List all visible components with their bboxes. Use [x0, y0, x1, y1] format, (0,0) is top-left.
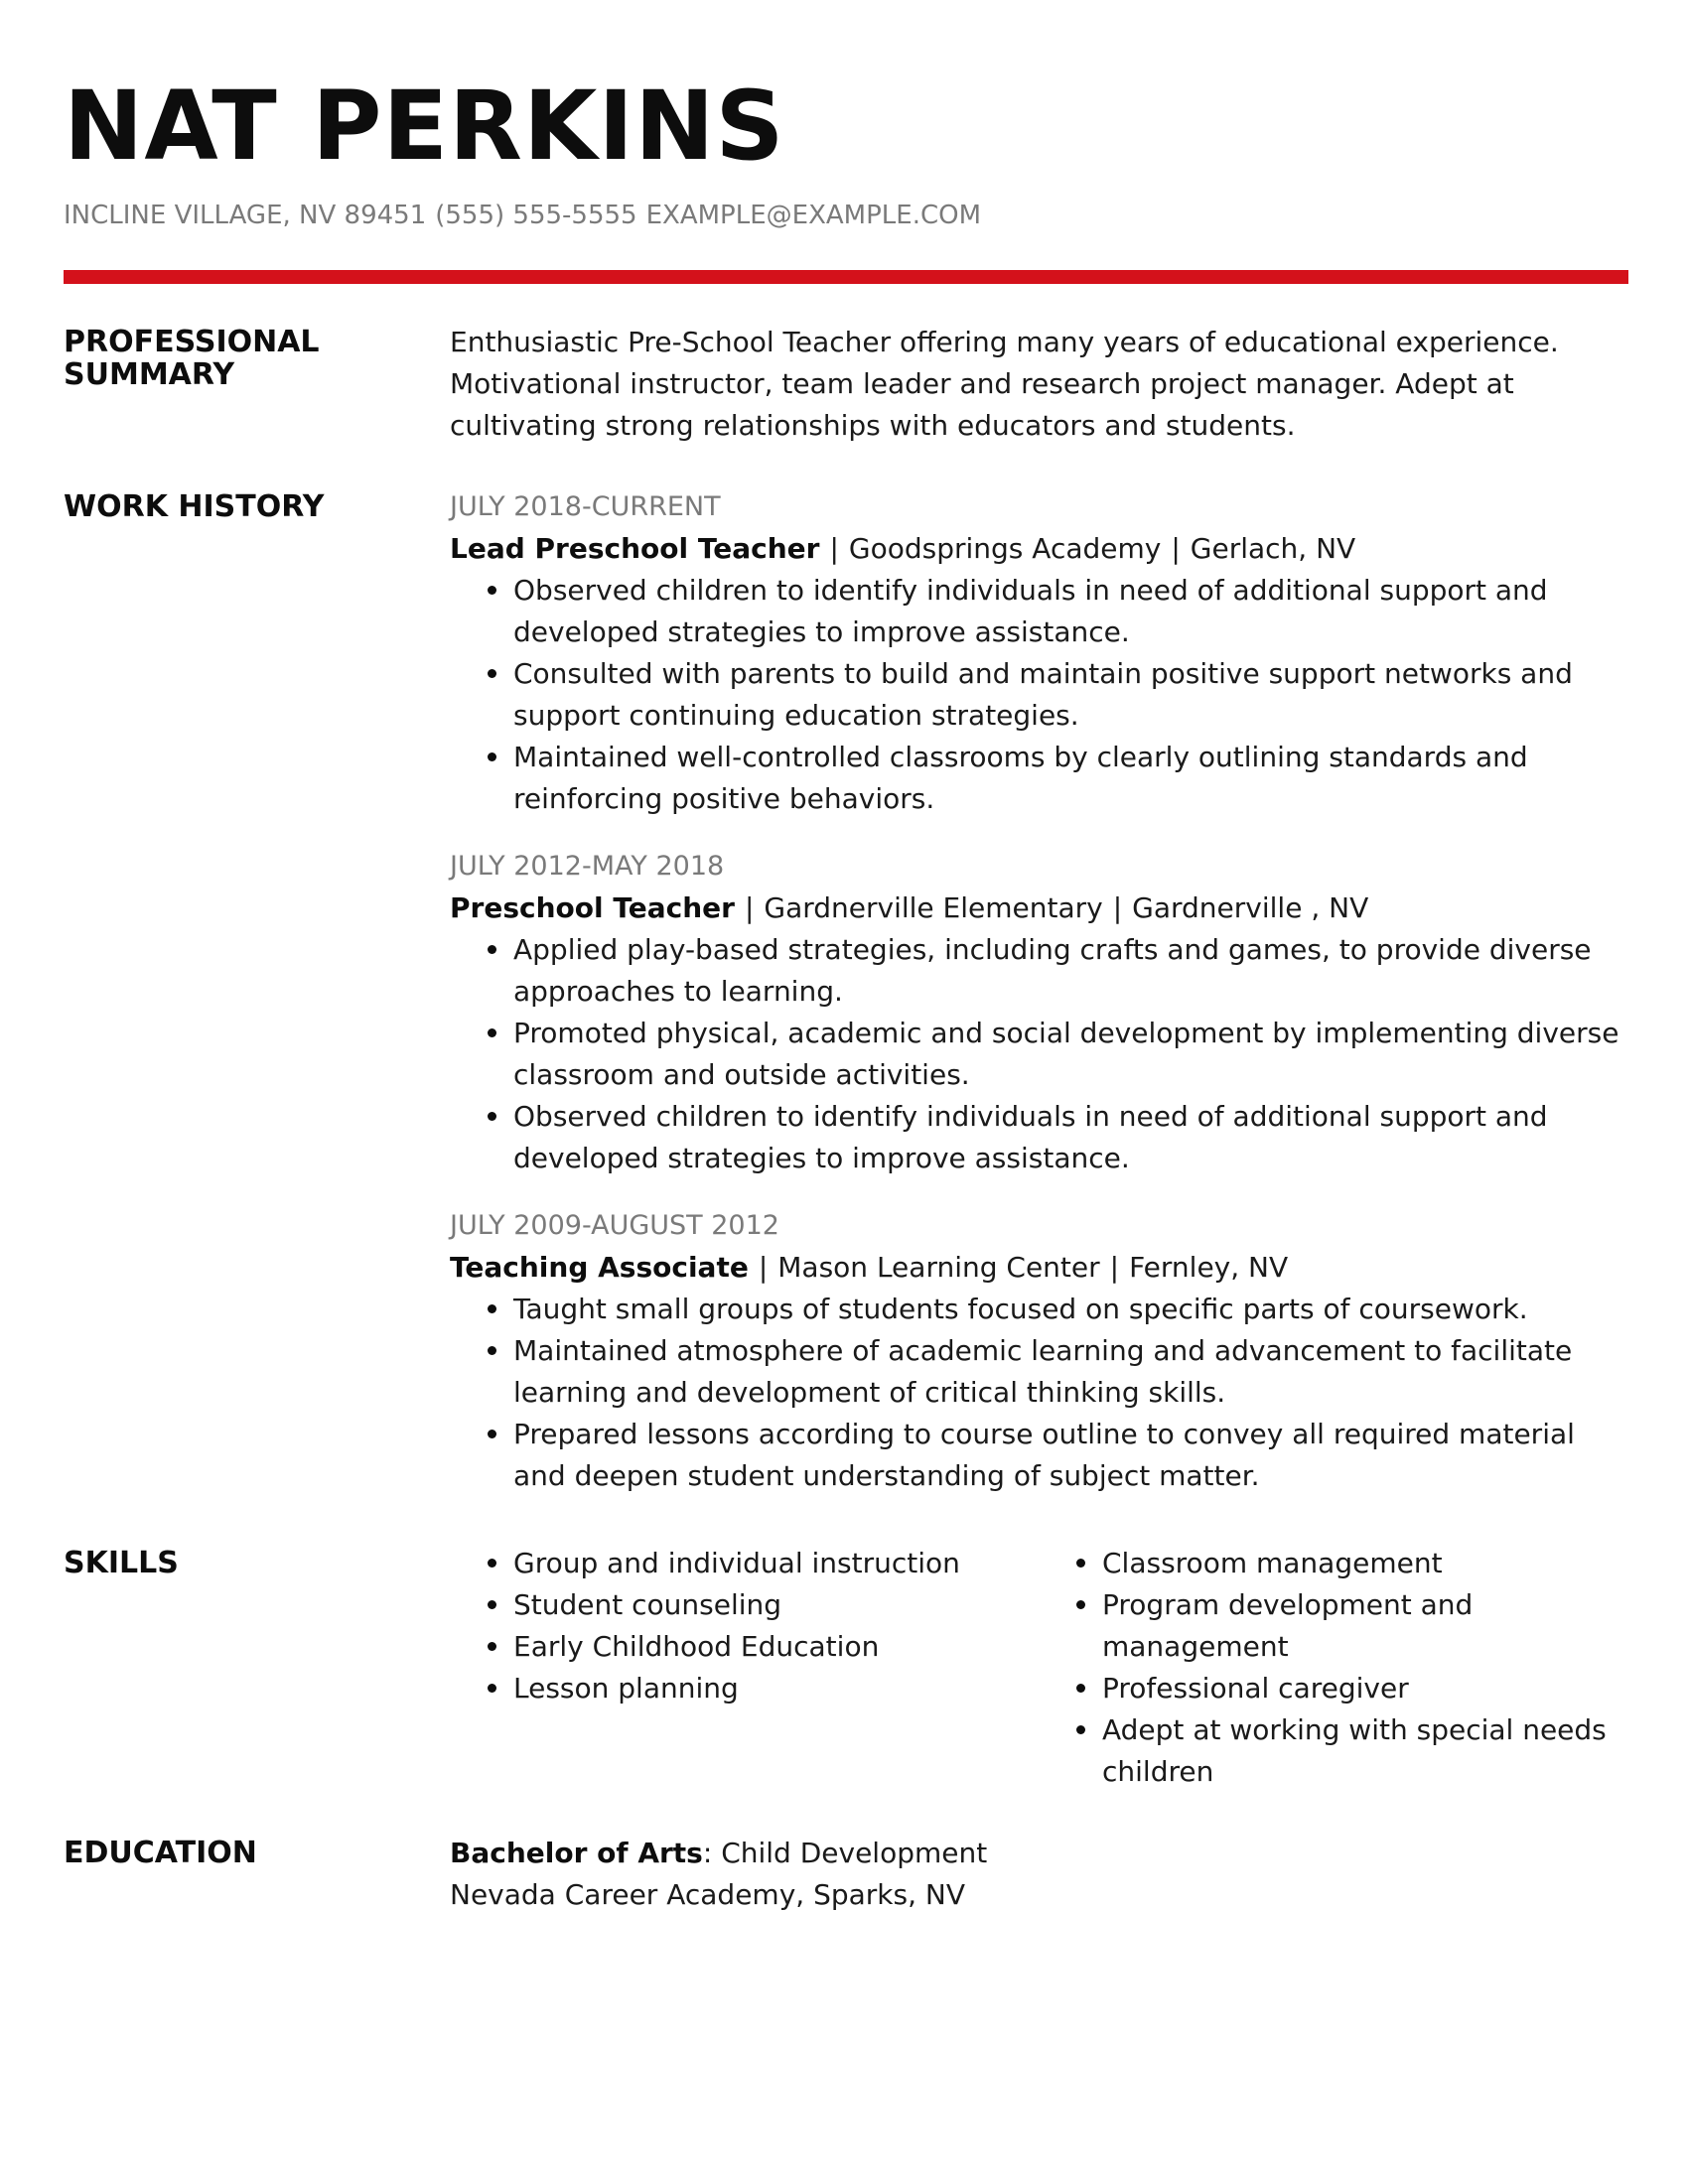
work-history-heading: WORK HISTORY [64, 489, 325, 524]
job-dates: JULY 2009-AUGUST 2012 [450, 1210, 779, 1241]
job-bullet [513, 1096, 1631, 1179]
job-bullets [450, 570, 1631, 820]
bullet-dot-icon [488, 752, 496, 761]
summary-heading: PROFESSIONAL SUMMARY [64, 325, 320, 392]
education-school: Nevada Career Academy, Sparks, NV [450, 1878, 965, 1911]
job-location: Gerlach, NV [1190, 532, 1356, 565]
education-body [450, 1833, 1631, 1916]
bullet-dot-icon [488, 1559, 496, 1568]
contact-phone: (555) 555-5555 [435, 201, 637, 230]
skills-column-left [450, 1543, 1039, 1793]
bullet-dot-icon [488, 1028, 496, 1037]
job-entry [450, 1205, 1631, 1497]
job-location: Gardnerville , NV [1132, 891, 1369, 924]
skill-item [1102, 1668, 1627, 1709]
job-bullet [513, 929, 1631, 1013]
contact-line [64, 199, 990, 232]
education-degree-colon: : [702, 1837, 713, 1869]
job-bullet-text: Promoted physical, academic and social development by implementing diverse classroom and outside activities. [513, 1017, 1619, 1091]
job-bullet-text: Applied play-based strategies, including crafts and games, to provide diverse approaches to learning. [513, 933, 1592, 1008]
job-bullet [513, 570, 1631, 653]
skill-item [1102, 1709, 1627, 1793]
summary-text: Enthusiastic Pre-School Teacher offering many years of educational experience. Motivational instructor, team leader and research project manager. Adept at cultivating strong relationships with educators and students. [450, 326, 1559, 442]
job-bullets [450, 929, 1631, 1179]
job-bullets [450, 1289, 1631, 1497]
job-separator: | [758, 1251, 769, 1284]
skill-item [513, 1584, 1039, 1626]
job-employer: Gardnerville Elementary [764, 891, 1103, 924]
work-history-body [450, 486, 1631, 1523]
skill-text: Adept at working with special needs children [1102, 1713, 1607, 1788]
bullet-dot-icon [1076, 1684, 1085, 1693]
job-bullet-text: Consulted with parents to build and maintain positive support networks and support continuing education strategies. [513, 657, 1573, 732]
job-bullet-text: Maintained atmosphere of academic learning and advancement to facilitate learning and development of critical thinking skills. [513, 1334, 1573, 1409]
candidate-name: NAT PERKINS [64, 70, 785, 182]
skill-item [513, 1668, 1039, 1709]
job-bullet [513, 1330, 1631, 1414]
bullet-dot-icon [488, 945, 496, 954]
skill-text: Program development and management [1102, 1588, 1474, 1663]
contact-email: EXAMPLE@EXAMPLE.COM [645, 201, 982, 230]
bullet-dot-icon [488, 1600, 496, 1609]
job-bullet [513, 1013, 1631, 1096]
education-heading: EDUCATION [64, 1836, 257, 1870]
job-employer: Mason Learning Center [777, 1251, 1100, 1284]
bullet-dot-icon [488, 1346, 496, 1355]
bullet-dot-icon [1076, 1600, 1085, 1609]
job-dates: JULY 2012-MAY 2018 [450, 851, 725, 882]
job-bullet-text: Prepared lessons according to course outline to convey all required material and deepen student understanding of subject matter. [513, 1418, 1575, 1492]
education-degree-line [450, 1833, 1631, 1874]
job-entry [450, 486, 1631, 820]
skills-column-right [1039, 1543, 1627, 1793]
bullet-dot-icon [488, 586, 496, 595]
skills-list-left [450, 1543, 1039, 1709]
job-bullet-text: Observed children to identify individuals in need of additional support and developed strategies to improve assistance. [513, 1100, 1548, 1174]
bullet-dot-icon [488, 1304, 496, 1313]
bullet-dot-icon [488, 1112, 496, 1121]
skill-text: Student counseling [513, 1588, 782, 1621]
skills-heading: SKILLS [64, 1546, 179, 1580]
job-entry [450, 846, 1631, 1179]
skill-text: Classroom management [1102, 1547, 1443, 1579]
bullet-dot-icon [1076, 1725, 1085, 1734]
education-degree: Bachelor of Arts [450, 1837, 703, 1869]
header-divider [64, 270, 1628, 284]
bullet-dot-icon [488, 1430, 496, 1438]
job-separator: | [1112, 891, 1123, 924]
job-title-line [450, 528, 1631, 570]
job-bullet-text: Observed children to identify individuals in need of additional support and developed strategies to improve assistance. [513, 574, 1548, 648]
job-bullet [513, 737, 1631, 820]
summary-body [450, 322, 1631, 447]
skill-text: Early Childhood Education [513, 1630, 880, 1663]
bullet-dot-icon [488, 669, 496, 678]
job-dates: JULY 2018-CURRENT [450, 491, 721, 522]
job-title: Teaching Associate [450, 1251, 749, 1284]
skills-list-right [1039, 1543, 1627, 1793]
job-bullet-text: Maintained well-controlled classrooms by clearly outlining standards and reinforcing positive behaviors. [513, 741, 1528, 815]
skill-text: Professional caregiver [1102, 1672, 1409, 1705]
bullet-dot-icon [488, 1642, 496, 1651]
skill-item [1102, 1543, 1627, 1584]
skill-item [513, 1626, 1039, 1668]
job-bullet-text: Taught small groups of students focused on specific parts of coursework. [513, 1293, 1528, 1325]
skill-text: Group and individual instruction [513, 1547, 960, 1579]
job-bullet [513, 653, 1631, 737]
job-title: Lead Preschool Teacher [450, 532, 820, 565]
job-separator: | [1109, 1251, 1120, 1284]
job-location: Fernley, NV [1129, 1251, 1289, 1284]
job-employer: Goodsprings Academy [848, 532, 1162, 565]
job-separator: | [744, 891, 755, 924]
job-separator: | [829, 532, 839, 565]
skill-item [1102, 1584, 1627, 1668]
job-bullet [513, 1414, 1631, 1497]
skills-columns [450, 1543, 1631, 1793]
job-bullet [513, 1289, 1631, 1330]
job-title-line [450, 1247, 1631, 1289]
job-separator: | [1171, 532, 1181, 565]
bullet-dot-icon [488, 1684, 496, 1693]
skills-body [450, 1543, 1631, 1793]
education-field: Child Development [721, 1837, 988, 1869]
contact-address: INCLINE VILLAGE, NV 89451 [64, 201, 427, 230]
job-title: Preschool Teacher [450, 891, 735, 924]
skill-item [513, 1543, 1039, 1584]
job-title-line [450, 887, 1631, 929]
bullet-dot-icon [1076, 1559, 1085, 1568]
skill-text: Lesson planning [513, 1672, 739, 1705]
